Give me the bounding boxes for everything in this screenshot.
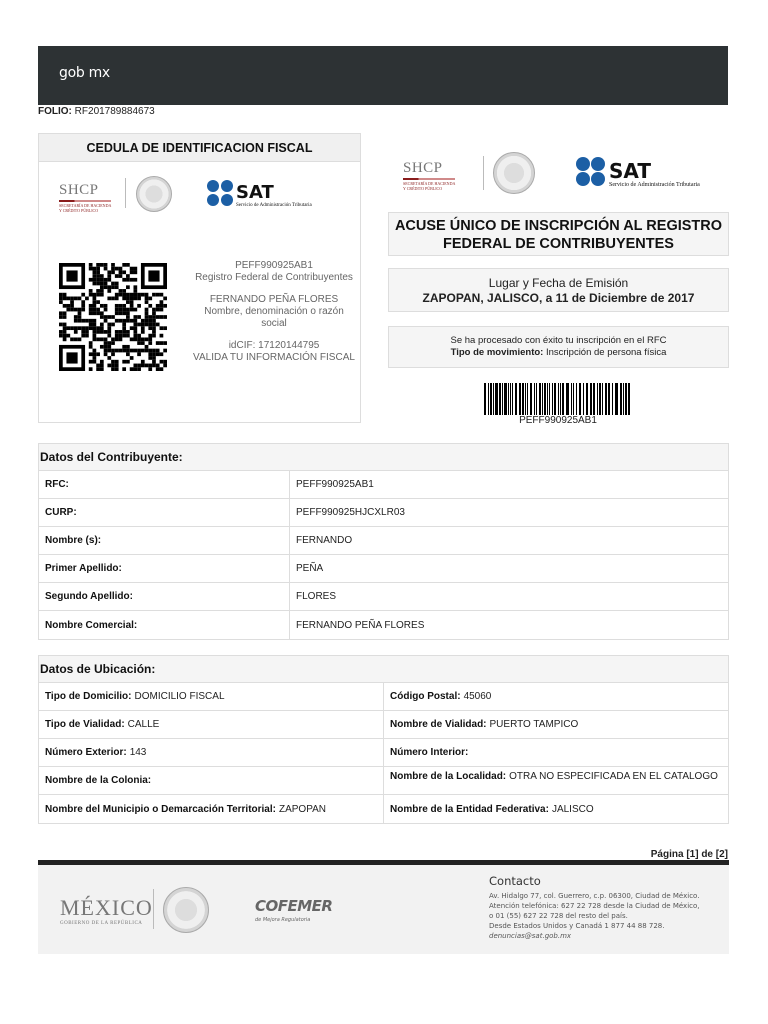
procesado-box xyxy=(388,326,729,368)
page-indicator: Página [1] de [2] xyxy=(650,849,728,860)
barcode xyxy=(484,383,632,415)
cell-label: Código Postal: xyxy=(390,691,461,702)
table-row xyxy=(39,555,728,583)
cell-value: 143 xyxy=(129,747,147,758)
sat-logo-icon xyxy=(207,180,235,208)
table-row xyxy=(39,471,728,499)
sat-logo-subtitle-2: Servicio de Administración Tributaria xyxy=(609,182,700,188)
cofemer-logo-subtitle: de Mejora Regulatoria xyxy=(255,917,311,923)
row-label: CURP: xyxy=(39,499,290,526)
cell-label: Nombre de la Colonia: xyxy=(45,775,152,786)
cedula-info xyxy=(192,260,356,374)
location-cell-left xyxy=(39,739,384,766)
cell-label: Número Exterior: xyxy=(45,747,127,758)
location-cell-right xyxy=(384,767,728,794)
row-label: Primer Apellido: xyxy=(39,555,290,582)
cell-label: Tipo de Domicilio: xyxy=(45,691,132,702)
row-value: FLORES xyxy=(296,591,337,602)
contact-block xyxy=(489,874,725,941)
ubicacion-table xyxy=(38,655,729,824)
table-row xyxy=(39,767,728,795)
contact-line: Desde Estados Unidos y Canadá 1 877 44 88 728. xyxy=(489,922,665,930)
cedula-valida-link[interactable]: VALIDA TU INFORMACIÓN FISCAL xyxy=(193,352,355,363)
cedula-name-caption: Nombre, denominación o razón social xyxy=(204,306,344,329)
shcp-sub-2b: Y CRÉDITO PÚBLICO xyxy=(403,186,443,191)
movimiento-line xyxy=(389,347,728,359)
cedula-rfc: PEFF990925AB1 xyxy=(235,260,313,271)
acuse-logos xyxy=(389,140,730,206)
cell-label: Nombre de la Entidad Federativa: xyxy=(390,803,549,815)
cell-value: 45060 xyxy=(463,691,492,702)
sat-logo-subtitle: Servicio de Administración Tributaria xyxy=(236,203,312,208)
row-value: FERNANDO xyxy=(296,535,353,546)
location-cell-right xyxy=(384,739,728,766)
shcp-sub-1: SECRETARÍA DE HACIENDA xyxy=(59,203,112,208)
shcp-logo-text-2: SHCP xyxy=(403,160,443,176)
cedula-rfc-caption: Registro Federal de Contribuyentes xyxy=(195,272,353,283)
location-cell-left xyxy=(39,795,384,823)
sat-logo-text-2: SAT xyxy=(609,159,651,183)
contribuyente-table xyxy=(38,443,729,640)
qr-code xyxy=(59,262,167,372)
gob-mx-logo[interactable]: gob mx xyxy=(59,65,110,81)
barcode-text: PEFF990925AB1 xyxy=(519,415,597,426)
contact-line: o 01 (55) 627 22 728 del resto del país. xyxy=(489,912,628,920)
location-cell-right xyxy=(384,711,728,738)
shcp-logo xyxy=(59,182,111,213)
procesado-text: Se ha procesado con éxito tu inscripción en el RFC xyxy=(450,335,667,346)
table-row xyxy=(39,527,728,555)
ubicacion-title: Datos de Ubicación: xyxy=(39,656,728,683)
location-cell-right xyxy=(384,683,728,710)
cell-value: DOMICILIO FISCAL xyxy=(134,691,225,702)
cell-value: OTRA NO ESPECIFICADA EN EL CATALOGO xyxy=(509,771,718,782)
footer-divider-bar xyxy=(153,889,154,929)
table-row xyxy=(39,583,728,611)
row-value: FERNANDO PEÑA FLORES xyxy=(296,619,425,631)
national-seal-icon-2 xyxy=(493,152,535,194)
table-row xyxy=(39,611,728,639)
emision-box xyxy=(388,268,729,312)
table-row xyxy=(39,795,728,823)
acuse-title: ACUSE ÚNICO DE INSCRIPCIÓN AL REGISTRO FEDERAL DE CONTRIBUYENTES xyxy=(388,212,729,256)
shcp-logo-text: SHCP xyxy=(59,182,99,198)
national-seal-icon xyxy=(136,176,172,212)
cell-value: PUERTO TAMPICO xyxy=(489,719,579,730)
contact-line: Atención telefónica: 627 22 728 desde la Ciudad de México, xyxy=(489,902,700,910)
row-label: Nombre (s): xyxy=(39,527,290,554)
contact-body xyxy=(489,891,725,941)
row-label: RFC: xyxy=(39,471,290,498)
table-row xyxy=(39,711,728,739)
shcp-sub-2: Y CRÉDITO PÚBLICO xyxy=(59,208,99,213)
location-cell-left xyxy=(39,767,384,794)
cedula-idcif: idCIF: 17120144795 xyxy=(228,340,320,351)
cell-value: ZAPOPAN xyxy=(278,803,327,815)
cedula-name: FERNANDO PEÑA FLORES xyxy=(209,294,339,305)
mexico-logo-subtitle: GOBIERNO DE LA REPÚBLICA xyxy=(60,921,143,926)
cell-value: CALLE xyxy=(127,719,160,730)
cell-label: Número Interior: xyxy=(390,747,469,758)
location-cell-left xyxy=(39,683,384,710)
contact-line: Av. Hidalgo 77, col. Guerrero, c.p. 06300, Ciudad de México. xyxy=(489,892,700,900)
cell-label: Tipo de Vialidad: xyxy=(45,719,125,730)
cell-value: JALISCO xyxy=(551,803,594,815)
emision-value: ZAPOPAN, JALISCO, a 11 de Diciembre de 2017 xyxy=(422,291,695,305)
footer-seal-icon xyxy=(163,887,209,933)
contribuyente-title: Datos del Contribuyente: xyxy=(39,444,728,471)
location-cell-right xyxy=(384,795,728,823)
sat-logo-text: SAT xyxy=(236,182,274,203)
footer xyxy=(38,865,729,954)
logo-divider-2 xyxy=(483,156,484,190)
contact-title: Contacto xyxy=(489,874,541,888)
movimiento-label: Tipo de movimiento: xyxy=(450,347,544,358)
movimiento-value: Inscripción de persona física xyxy=(545,347,667,358)
folio-label: FOLIO: xyxy=(38,106,72,117)
folio-value: RF201789884673 xyxy=(74,106,155,117)
logo-divider xyxy=(125,178,126,208)
table-row xyxy=(39,739,728,767)
cofemer-logo: COFEMER xyxy=(255,897,333,915)
shcp-logo-2 xyxy=(403,160,455,191)
location-cell-left xyxy=(39,711,384,738)
cell-label: Nombre del Municipio o Demarcación Territorial: xyxy=(45,803,276,815)
shcp-sub-1b: SECRETARÍA DE HACIENDA xyxy=(403,181,456,186)
row-value: PEÑA xyxy=(296,563,324,574)
row-value: PEFF990925AB1 xyxy=(296,479,374,490)
mexico-logo-text: MÉXICO xyxy=(60,895,153,920)
emision-label: Lugar y Fecha de Emisión xyxy=(488,276,629,290)
contact-email-link[interactable]: denuncias@sat.gob.mx xyxy=(489,932,572,940)
sat-logo-icon-2 xyxy=(576,157,606,187)
cedula-title: CEDULA DE IDENTIFICACION FISCAL xyxy=(39,134,360,162)
cell-label: Nombre de la Localidad: xyxy=(390,771,507,782)
cell-label: Nombre de Vialidad: xyxy=(390,719,487,730)
table-row xyxy=(39,499,728,527)
row-value: PEFF990925HJCXLR03 xyxy=(296,507,405,518)
top-header-bar xyxy=(38,46,728,105)
row-label: Nombre Comercial: xyxy=(39,611,290,639)
table-row xyxy=(39,683,728,711)
cedula-card xyxy=(38,133,361,423)
folio-line xyxy=(38,106,155,117)
row-label: Segundo Apellido: xyxy=(39,583,290,610)
